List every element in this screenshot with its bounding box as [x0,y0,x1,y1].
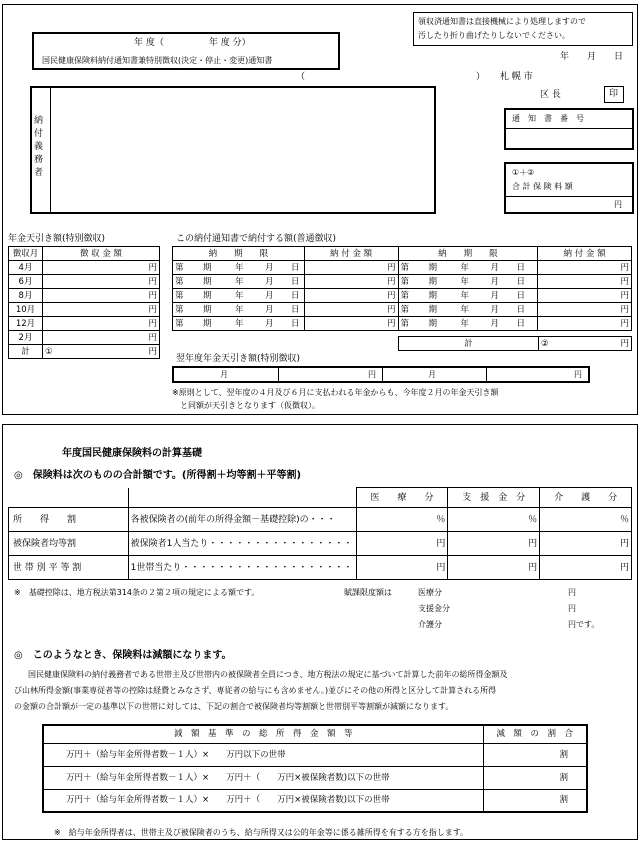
kiso-note: ※ 基礎控除は、地方税法第314条の２第２項の規定による額です。 [14,588,260,597]
ordinary-period-part: 日 [516,291,526,301]
ordinary-period [173,275,305,289]
ordinary-period-part: 月 [265,263,274,273]
ordinary-period-part: 第 [175,263,184,273]
reduction-paragraph-3: の金額の合計額が一定の基準以下の世帯に対しては、下記の割合で被保険者均等割額と世帯別平等割額が減額になります。 [14,702,454,711]
ordinary-period-part: 月 [490,305,500,315]
reduction-footnote: ※ 給与年金所得者は、世帯主及び被保険者のうち、給与所得又は公的年金等に係る雑所得を有する方を指します。 [54,828,469,837]
ordinary-period-part: 期 [428,305,438,315]
ordinary-col-amount-2: 納 付 金 額 [538,247,632,261]
ordinary-period-part: 年 [235,263,244,273]
limit-support: 支援金分 [418,604,450,613]
ordinary-period-part: 年 [235,277,244,287]
ordinary-col-period-2: 納 期 限 [398,247,538,261]
ordinary-period-part: 日 [291,291,300,301]
basis-row-desc: 各被保険者の(前年の所得金額－基礎控除)の・・・ [128,508,356,532]
reduction-table [42,724,588,813]
basis-value: 円 [356,532,448,556]
ordinary-total-table [398,336,632,351]
ordinary-period-part: 第 [175,277,184,287]
ordinary-amount: 円 [304,275,398,289]
next-year-yen: 円 [368,370,376,379]
reduction-paragraph-2: び山林所得金額(事業専従者等の控除は経費とみなさず、専従者の給与にも含めません。)並びにその他の所得と区分して計算される所得 [14,686,497,695]
ordinary-amount: 円 [538,275,632,289]
ordinary-row [173,289,632,303]
pension-row [9,289,160,303]
ordinary-period-part: 年 [460,291,470,301]
ward-mayor: 区 長 [540,90,561,100]
pension-amount: 円 [43,317,160,331]
limit-care-unit: 円です。 [568,620,600,629]
notice-number-label: 通 知 書 番 号 [512,114,584,123]
pension-month: 8月 [9,289,43,303]
reduction-criteria: 万円＋（給与年金所得者数－１人）× 万円＋（ 万円×被保険者数)以下の世帯 [43,789,483,812]
basis-value: 円 [448,532,540,556]
pension-amount: 円 [43,331,160,345]
title-box [32,32,340,70]
ordinary-period [398,303,538,317]
next-year-note-1: ※原則として、翌年度の４月及び６月に支払われる年金からも、今年度２月の年金天引き額 [172,388,499,397]
notice-number-box [504,108,634,150]
ordinary-period-part: 期 [203,305,212,315]
pension-table [8,246,160,359]
reduction-col-basis: 減 額 基 準 の 総 所 得 金 額 等 [43,725,483,743]
ordinary-period-part: 日 [516,277,526,287]
total-label-1: ①＋② [512,168,535,177]
ordinary-period-part: 年 [235,305,244,315]
ordinary-amount: 円 [304,317,398,331]
pension-col-month: 徴収月 [9,247,43,261]
reduction-row [43,743,587,766]
ordinary-table [172,246,632,331]
ordinary-period [398,261,538,275]
document-title: 国民健康保険料納付通知書兼特別徴収(決定・停止・変更)通知書 [42,56,273,65]
ordinary-total-cell [539,337,632,351]
limit-medical-unit: 円 [568,588,576,597]
seal-box [604,86,624,103]
ordinary-period-part: 第 [175,305,184,315]
ordinary-period-part: 第 [400,319,410,329]
basis-col-care: 介 護 分 [540,488,632,508]
basis-value: 円 [356,556,448,580]
ordinary-period-part: 月 [490,291,500,301]
fiscal-year-title: 年 度（ 年 度 分） [134,38,251,48]
pension-amount: 円 [43,275,160,289]
reduction-paragraph-1: 国民健康保険料の納付義務者である世帯主及び世帯内の被保険者全員につき、地方税法の規定に基づいて計算した前年の総所得金額及 [28,670,508,679]
ordinary-period [173,303,305,317]
basis-row-desc: 1世帯当たり・・・・・・・・・・・・・・・・・・・ [128,556,356,580]
ordinary-period-part: 期 [203,319,212,329]
section1-heading: ◎ 保険料は次のものの合計額です。(所得割＋均等割＋平等割) [14,470,302,481]
ordinary-period-part: 年 [460,305,470,315]
basis-row-label: 被保険者均等割 [9,532,129,556]
reduction-rate: 割 [483,789,587,812]
ordinary-period [173,317,305,331]
basis-row [9,556,632,580]
basis-title: 年度国民健康保険料の計算基礎 [62,448,202,459]
ordinary-amount: 円 [538,317,632,331]
ordinary-period-part: 日 [291,263,300,273]
ordinary-period-part: 日 [516,263,526,273]
reduction-criteria: 万円＋（給与年金所得者数－１人）× 万円以下の世帯 [43,743,483,766]
pension-row [9,275,160,289]
basis-row-desc: 被保険者1人当たり・・・・・・・・・・・・・・・・ [128,532,356,556]
basis-value: ％ [448,508,540,532]
ordinary-period-part: 期 [428,291,438,301]
ordinary-period-part: 月 [265,277,274,287]
ordinary-total-yen: 円 [620,338,629,349]
ordinary-period-part: 日 [516,305,526,315]
limit-support-unit: 円 [568,604,576,613]
ordinary-heading: この納付通知書で納付する額(普通徴収) [176,234,337,244]
ordinary-period-part: 月 [490,277,500,287]
ordinary-period-part: 日 [291,305,300,315]
pension-total-label: 計 [9,345,43,359]
basis-value: 円 [540,532,632,556]
reduction-criteria: 万円＋（給与年金所得者数－１人）× 万円＋（ 万円×被保険者数)以下の世帯 [43,766,483,789]
reduction-row [43,789,587,812]
issue-date: 年 月 日 [560,52,624,62]
ordinary-total-mark: ② [541,338,549,349]
ordinary-period-part: 年 [235,319,244,329]
ordinary-amount: 円 [304,261,398,275]
ordinary-amount: 円 [538,261,632,275]
limit-label: 賦課限度額は [344,588,392,597]
ordinary-row [173,303,632,317]
next-year-heading: 翌年度年金天引き額(特別徴収) [176,354,301,364]
ordinary-period [173,261,305,275]
ordinary-period-part: 期 [203,291,212,301]
ordinary-period-part: 第 [400,305,410,315]
pension-row [9,303,160,317]
ordinary-period [398,317,538,331]
ordinary-period [398,275,538,289]
city-name: 札 幌 市 [500,72,533,82]
next-year-note-2: と同額が天引きとなります（仮徴収）。 [180,401,320,410]
ordinary-period-part: 期 [203,263,212,273]
ordinary-period-part: 日 [291,319,300,329]
reduction-col-rate: 減 額 の 割 合 [483,725,587,743]
pension-month: 12月 [9,317,43,331]
pension-total-cell [43,345,160,359]
handling-notice-line2: 汚したり折り曲げたりしないでください。 [418,31,570,40]
pension-heading: 年金天引き額(特別徴収) [8,234,106,244]
basis-value: ％ [356,508,448,532]
payer-label: 納付義務者 [34,116,44,178]
ordinary-period-part: 年 [460,263,470,273]
pension-col-amount: 徴 収 金 額 [43,247,160,261]
pension-month: 4月 [9,261,43,275]
pension-row [9,317,160,331]
ordinary-period-part: 第 [175,291,184,301]
basis-table [8,487,632,580]
ordinary-period-part: 日 [291,277,300,287]
ordinary-row [173,261,632,275]
next-year-month: 月 [428,370,436,379]
ordinary-amount: 円 [304,303,398,317]
total-premium-box [504,162,634,214]
ordinary-period [398,289,538,303]
basis-row-label: 所 得 割 [9,508,129,532]
basis-col-support: 支 援 金 分 [448,488,540,508]
pension-month: 6月 [9,275,43,289]
section2-heading: ◎ このようなとき、保険料は減額になります。 [14,650,232,661]
ordinary-period-part: 月 [265,291,274,301]
ordinary-period-part: 月 [490,263,500,273]
ordinary-amount: 円 [538,303,632,317]
next-year-yen: 円 [574,370,582,379]
ordinary-amount: 円 [538,289,632,303]
handling-notice-line1: 領収済通知書は直接機械により処理しますので [418,17,586,26]
next-year-month: 月 [220,370,228,379]
basis-value: 円 [448,556,540,580]
ordinary-col-amount-1: 納 付 金 額 [304,247,398,261]
pension-amount: 円 [43,303,160,317]
limit-medical: 医療分 [418,588,442,597]
ordinary-period-part: 第 [400,277,410,287]
ordinary-amount: 円 [304,289,398,303]
next-year-box [172,366,590,383]
pension-total-yen: 円 [148,346,157,357]
ordinary-period-part: 年 [460,319,470,329]
ordinary-row [173,275,632,289]
handling-notice-box [413,12,633,46]
reduction-rate: 割 [483,743,587,766]
pension-amount: 円 [43,261,160,275]
pension-row [9,331,160,345]
basis-col-medical: 医 療 分 [356,488,448,508]
ordinary-row [173,317,632,331]
ordinary-total-label: 計 [399,337,539,351]
ordinary-period-part: 月 [265,319,274,329]
ordinary-period-part: 期 [428,319,438,329]
limit-care: 介護分 [418,620,442,629]
ordinary-period-part: 第 [175,319,184,329]
ordinary-period-part: 期 [203,277,212,287]
seal-mark: 印 [609,89,619,99]
ordinary-period-part: 期 [428,263,438,273]
ordinary-period-part: 月 [265,305,274,315]
pension-total-mark: ① [45,346,53,357]
reduction-row [43,766,587,789]
basis-value: ％ [540,508,632,532]
basis-value: 円 [540,556,632,580]
ordinary-period [173,289,305,303]
basis-row [9,508,632,532]
basis-row-label: 世 帯 別 平 等 割 [9,556,129,580]
total-label-2: 合 計 保 険 料 額 [512,182,573,191]
ordinary-period-part: 年 [235,291,244,301]
ordinary-period-part: 第 [400,291,410,301]
ordinary-period-part: 第 [400,263,410,273]
ordinary-period-part: 日 [516,319,526,329]
basis-row [9,532,632,556]
pension-amount: 円 [43,289,160,303]
total-yen: 円 [614,200,622,209]
pension-month: 2月 [9,331,43,345]
pension-total-row [9,345,160,359]
ordinary-col-period-1: 納 期 限 [173,247,305,261]
pension-row [9,261,160,275]
ordinary-period-part: 期 [428,277,438,287]
payer-box [30,86,436,214]
ordinary-period-part: 月 [490,319,500,329]
reduction-rate: 割 [483,766,587,789]
pension-month: 10月 [9,303,43,317]
paren-field: （ ） [296,72,486,82]
ordinary-period-part: 年 [460,277,470,287]
